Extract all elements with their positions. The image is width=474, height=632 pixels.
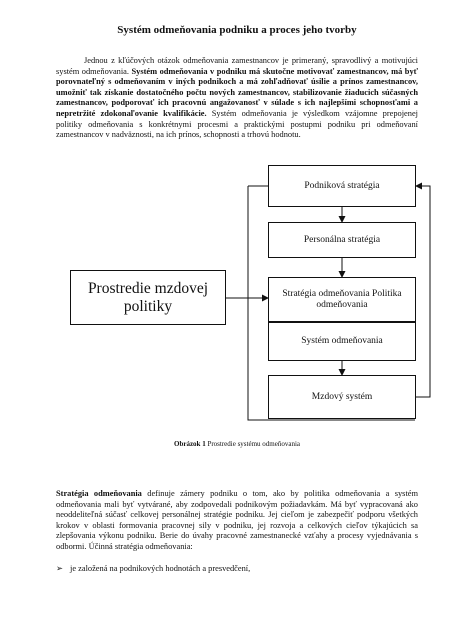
reward-strategy-box: Stratégia odmeňovania Politika odmeňovania [268, 277, 416, 322]
intro-text-bold: Systém odmeňovania v podniku má skutočne motivovať zamestnancov, má byť porovnateľný s odmeňovaním v iných podnikoch a má zohľadňovať úsilie a prínos zamestnancov, umožniť tak získanie dostatočného počtu nových zamestnancov, stabilizovanie žiaducich súčasných zamestnancov, podporovať ich pracovnú angažovanosť v súlade s ich najlepšími schopnosťami a nepretržité zdokonaľovanie kvalifikácie. [56, 66, 418, 118]
document-title: Systém odmeňovania podniku a proces jeho tvorby [117, 24, 357, 36]
personnel-strategy-box: Personálna stratégia [268, 222, 416, 258]
intro-text-normal: Jednou z kľúčových otázok odmeňovania zamestnancov je primeraný, spravodlivý a motivujúci systém odmeňovania. [56, 56, 418, 76]
strategy-paragraph [56, 489, 418, 553]
intro-text-normal-2: Systém odmeňovania je výsledkom vzájomne prepojenej politiky odmeňovania s konkrétnymi procesmi a praktickými postupmi podniku pri odmeňovaní zamestnancov v nadväznosti, na ich prínos, schopnosti a trhovú hodnotu. [56, 108, 418, 140]
reward-system-box: Systém odmeňovania [268, 322, 416, 361]
arrow-bullet-icon: ➢ [56, 563, 64, 573]
strategy-term: Stratégia odmeňovania [56, 489, 142, 498]
feedback-loop-line [416, 186, 430, 397]
bullet-text: je založená na podnikových hodnotách a presvedčení, [70, 564, 251, 573]
wage-system-box: Mzdový systém [268, 375, 416, 419]
caption-text: Prostredie systému odmeňovania [205, 440, 300, 448]
bullet-list-item [56, 563, 418, 575]
environment-box: Prostredie mzdovej politiky [70, 270, 226, 325]
corporate-strategy-box: Podniková stratégia [268, 165, 416, 207]
intro-paragraph [56, 56, 418, 141]
strategy-text: definuje zámery podniku o tom, ako by politika odmeňovania a systém odmeňovania mali byť vytvárané, aby zodpovedali podnikovým požiadavkám. Má byť vypracovaná ako neoddeliteľná súčasť celkovej personálnej stratégie podniku. Jej cieľom je zabezpečiť podporu všetkých krokov v oblasti formovania pracovnej sily v podniku, jej rozvoja a celkových cieľov týkajúcich sa zlepšovania výkonu podniku. Berie do úvahy pracovné zamestnanecké vzťahy a procesy vyjednávania s odbormi. Účinná stratégia odmeňovania: [56, 489, 418, 551]
caption-label: Obrázok 1 [174, 440, 206, 448]
figure-caption [40, 440, 434, 448]
